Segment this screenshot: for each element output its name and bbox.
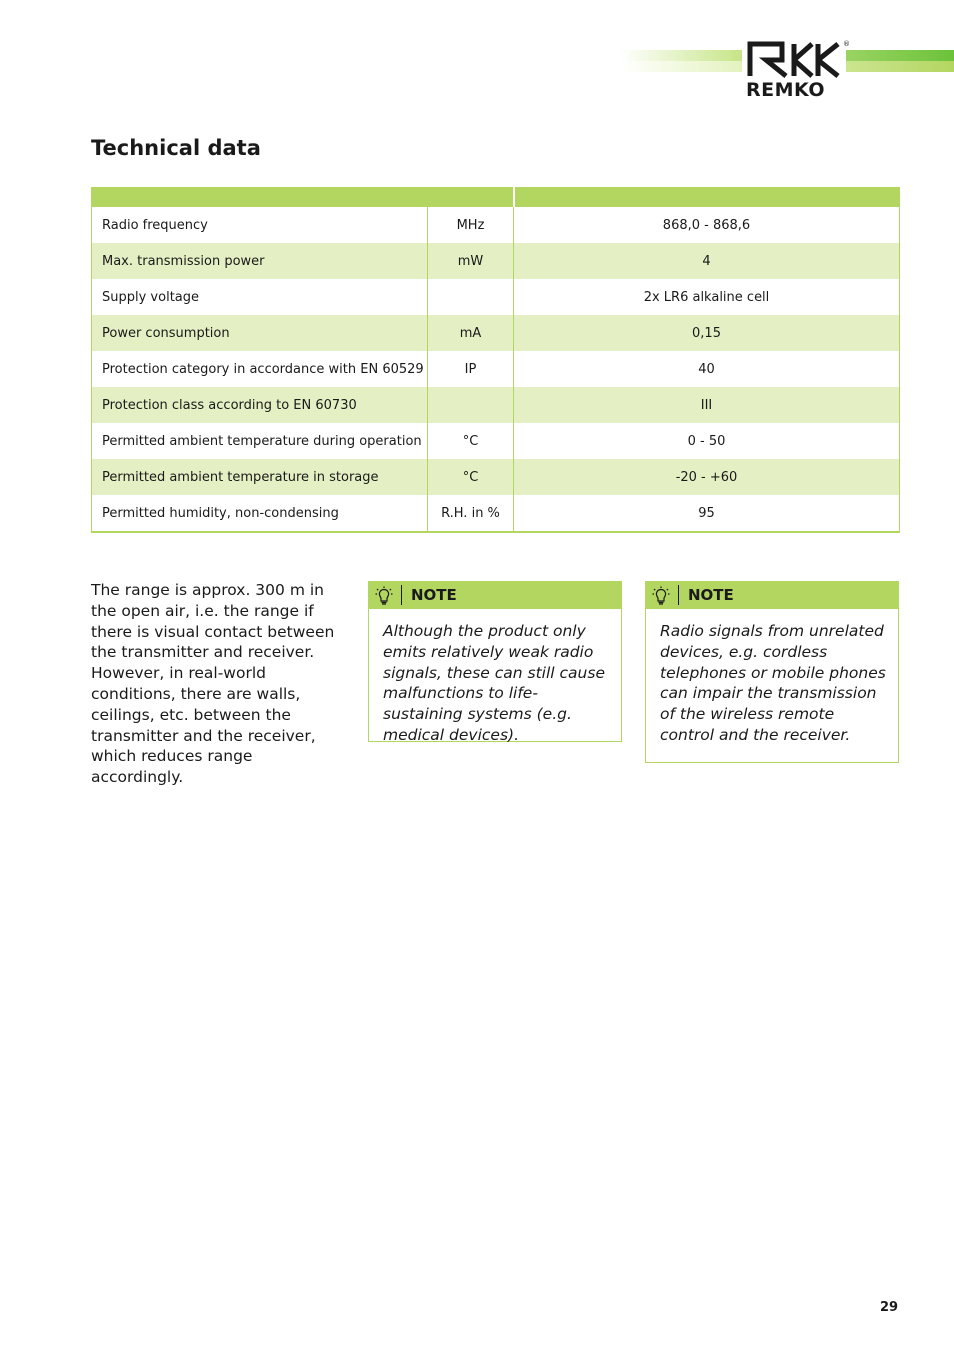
note-header-separator [678, 585, 679, 605]
value-cell: 868,0 - 868,6 [514, 207, 900, 243]
value-cell: 40 [514, 351, 900, 387]
value-cell: 4 [514, 243, 900, 279]
table-row [92, 387, 900, 423]
unit-cell [428, 387, 514, 423]
parameter-cell: Permitted humidity, non-condensing [92, 495, 428, 532]
unit-cell: °C [428, 423, 514, 459]
registered-mark: ® [843, 40, 850, 48]
value-cell: III [514, 387, 900, 423]
lightbulb-icon [652, 586, 670, 606]
value-cell: -20 - +60 [514, 459, 900, 495]
unit-cell: mW [428, 243, 514, 279]
note-box-interference [645, 581, 899, 763]
table-row [92, 423, 900, 459]
range-description: The range is approx. 300 m in the open air, i.e. the range if there is visual contact between the transmitter and receiver. However, in real-world conditions, there are walls, ceilings, etc. between the transmitter and the receiver, which reduces range accordingly. [91, 581, 335, 787]
table-row [92, 459, 900, 495]
parameter-cell: Max. transmission power [92, 243, 428, 279]
note-text: Radio signals from unrelated devices, e.g. cordless telephones or mobile phones can impair the transmission of the wireless remote control and the receiver. [660, 622, 886, 744]
note-title: NOTE [411, 586, 457, 604]
value-cell: 95 [514, 495, 900, 532]
table-row [92, 315, 900, 351]
unit-cell: MHz [428, 207, 514, 243]
value-cell: 2x LR6 alkaline cell [514, 279, 900, 315]
unit-cell: IP [428, 351, 514, 387]
parameter-cell: Permitted ambient temperature during operation [92, 423, 428, 459]
table-header-left [92, 187, 514, 207]
remko-logo-mark-icon [746, 40, 842, 80]
value-cell: 0 - 50 [514, 423, 900, 459]
lightbulb-icon [375, 586, 393, 606]
note-header [369, 581, 621, 609]
note-header [646, 581, 898, 609]
unit-cell: °C [428, 459, 514, 495]
page-number: 29 [880, 1300, 899, 1315]
parameter-cell: Power consumption [92, 315, 428, 351]
unit-cell: mA [428, 315, 514, 351]
technical-data-table [91, 187, 900, 533]
table-row [92, 495, 900, 532]
parameter-cell: Supply voltage [92, 279, 428, 315]
parameter-cell: Protection category in accordance with EN 60529 [92, 351, 428, 387]
value-cell: 0,15 [514, 315, 900, 351]
parameter-cell: Permitted ambient temperature in storage [92, 459, 428, 495]
parameter-cell: Radio frequency [92, 207, 428, 243]
page-title: Technical data [91, 136, 261, 160]
parameter-cell: Protection class according to EN 60730 [92, 387, 428, 423]
table-header-right [514, 187, 900, 207]
unit-cell [428, 279, 514, 315]
table-row [92, 243, 900, 279]
table-row [92, 351, 900, 387]
table-row [92, 279, 900, 315]
note-box-radio-emission [368, 581, 622, 742]
note-text: Although the product only emits relatively weak radio signals, these can still cause malfunctions to life-sustaining systems (e.g. medical devices). [383, 622, 605, 744]
remko-logo-text: REMKO [746, 79, 826, 101]
table-header-row [92, 187, 900, 207]
note-title: NOTE [688, 586, 734, 604]
remko-logo [742, 40, 846, 102]
unit-cell: R.H. in % [428, 495, 514, 532]
table-row [92, 207, 900, 243]
note-header-separator [401, 585, 402, 605]
